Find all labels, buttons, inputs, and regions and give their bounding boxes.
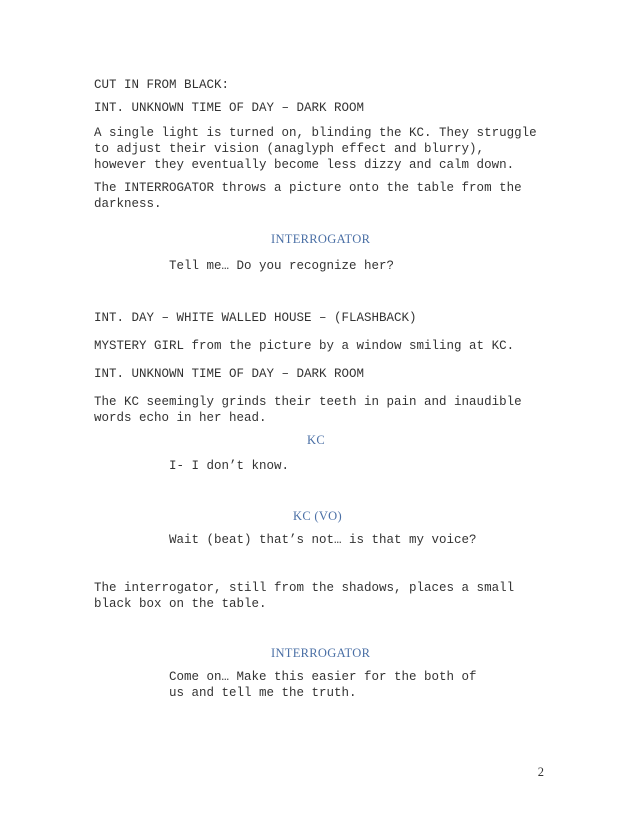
action-line: MYSTERY GIRL from the picture by a window smiling at KC. (94, 339, 515, 353)
action-line: The KC seemingly grinds their teeth in pain and inaudible (94, 395, 522, 409)
action-line: to adjust their vision (anaglyph effect and blurry), (94, 142, 485, 156)
action-line: black box on the table. (94, 597, 267, 611)
dialogue-line: Wait (beat) that’s not… is that my voice? (169, 533, 477, 547)
dialogue-line: us and tell me the truth. (169, 686, 357, 700)
dialogue-line: Tell me… Do you recognize her? (169, 259, 395, 273)
scene-heading: INT. UNKNOWN TIME OF DAY – DARK ROOM (94, 101, 365, 115)
action-line: A single light is turned on, blinding the KC. They struggle (94, 126, 537, 140)
action-line: darkness. (94, 197, 162, 211)
character-name: KC (VO) (293, 509, 342, 523)
action-line: however they eventually become less dizzy and calm down. (94, 158, 515, 172)
action-line: The interrogator, still from the shadows, places a small (94, 581, 515, 595)
action-line: words echo in her head. (94, 411, 267, 425)
transition: CUT IN FROM BLACK: (94, 78, 230, 92)
dialogue-line: I- I don’t know. (169, 459, 290, 473)
dialogue-line: Come on… Make this easier for the both of (169, 670, 477, 684)
action-line: The INTERROGATOR throws a picture onto the table from the (94, 181, 522, 195)
scene-heading: INT. UNKNOWN TIME OF DAY – DARK ROOM (94, 367, 365, 381)
character-name: INTERROGATOR (271, 232, 371, 246)
character-name: INTERROGATOR (271, 646, 371, 660)
page-number: 2 (537, 765, 544, 779)
scene-heading: INT. DAY – WHITE WALLED HOUSE – (FLASHBACK) (94, 311, 417, 325)
character-name: KC (307, 433, 325, 447)
